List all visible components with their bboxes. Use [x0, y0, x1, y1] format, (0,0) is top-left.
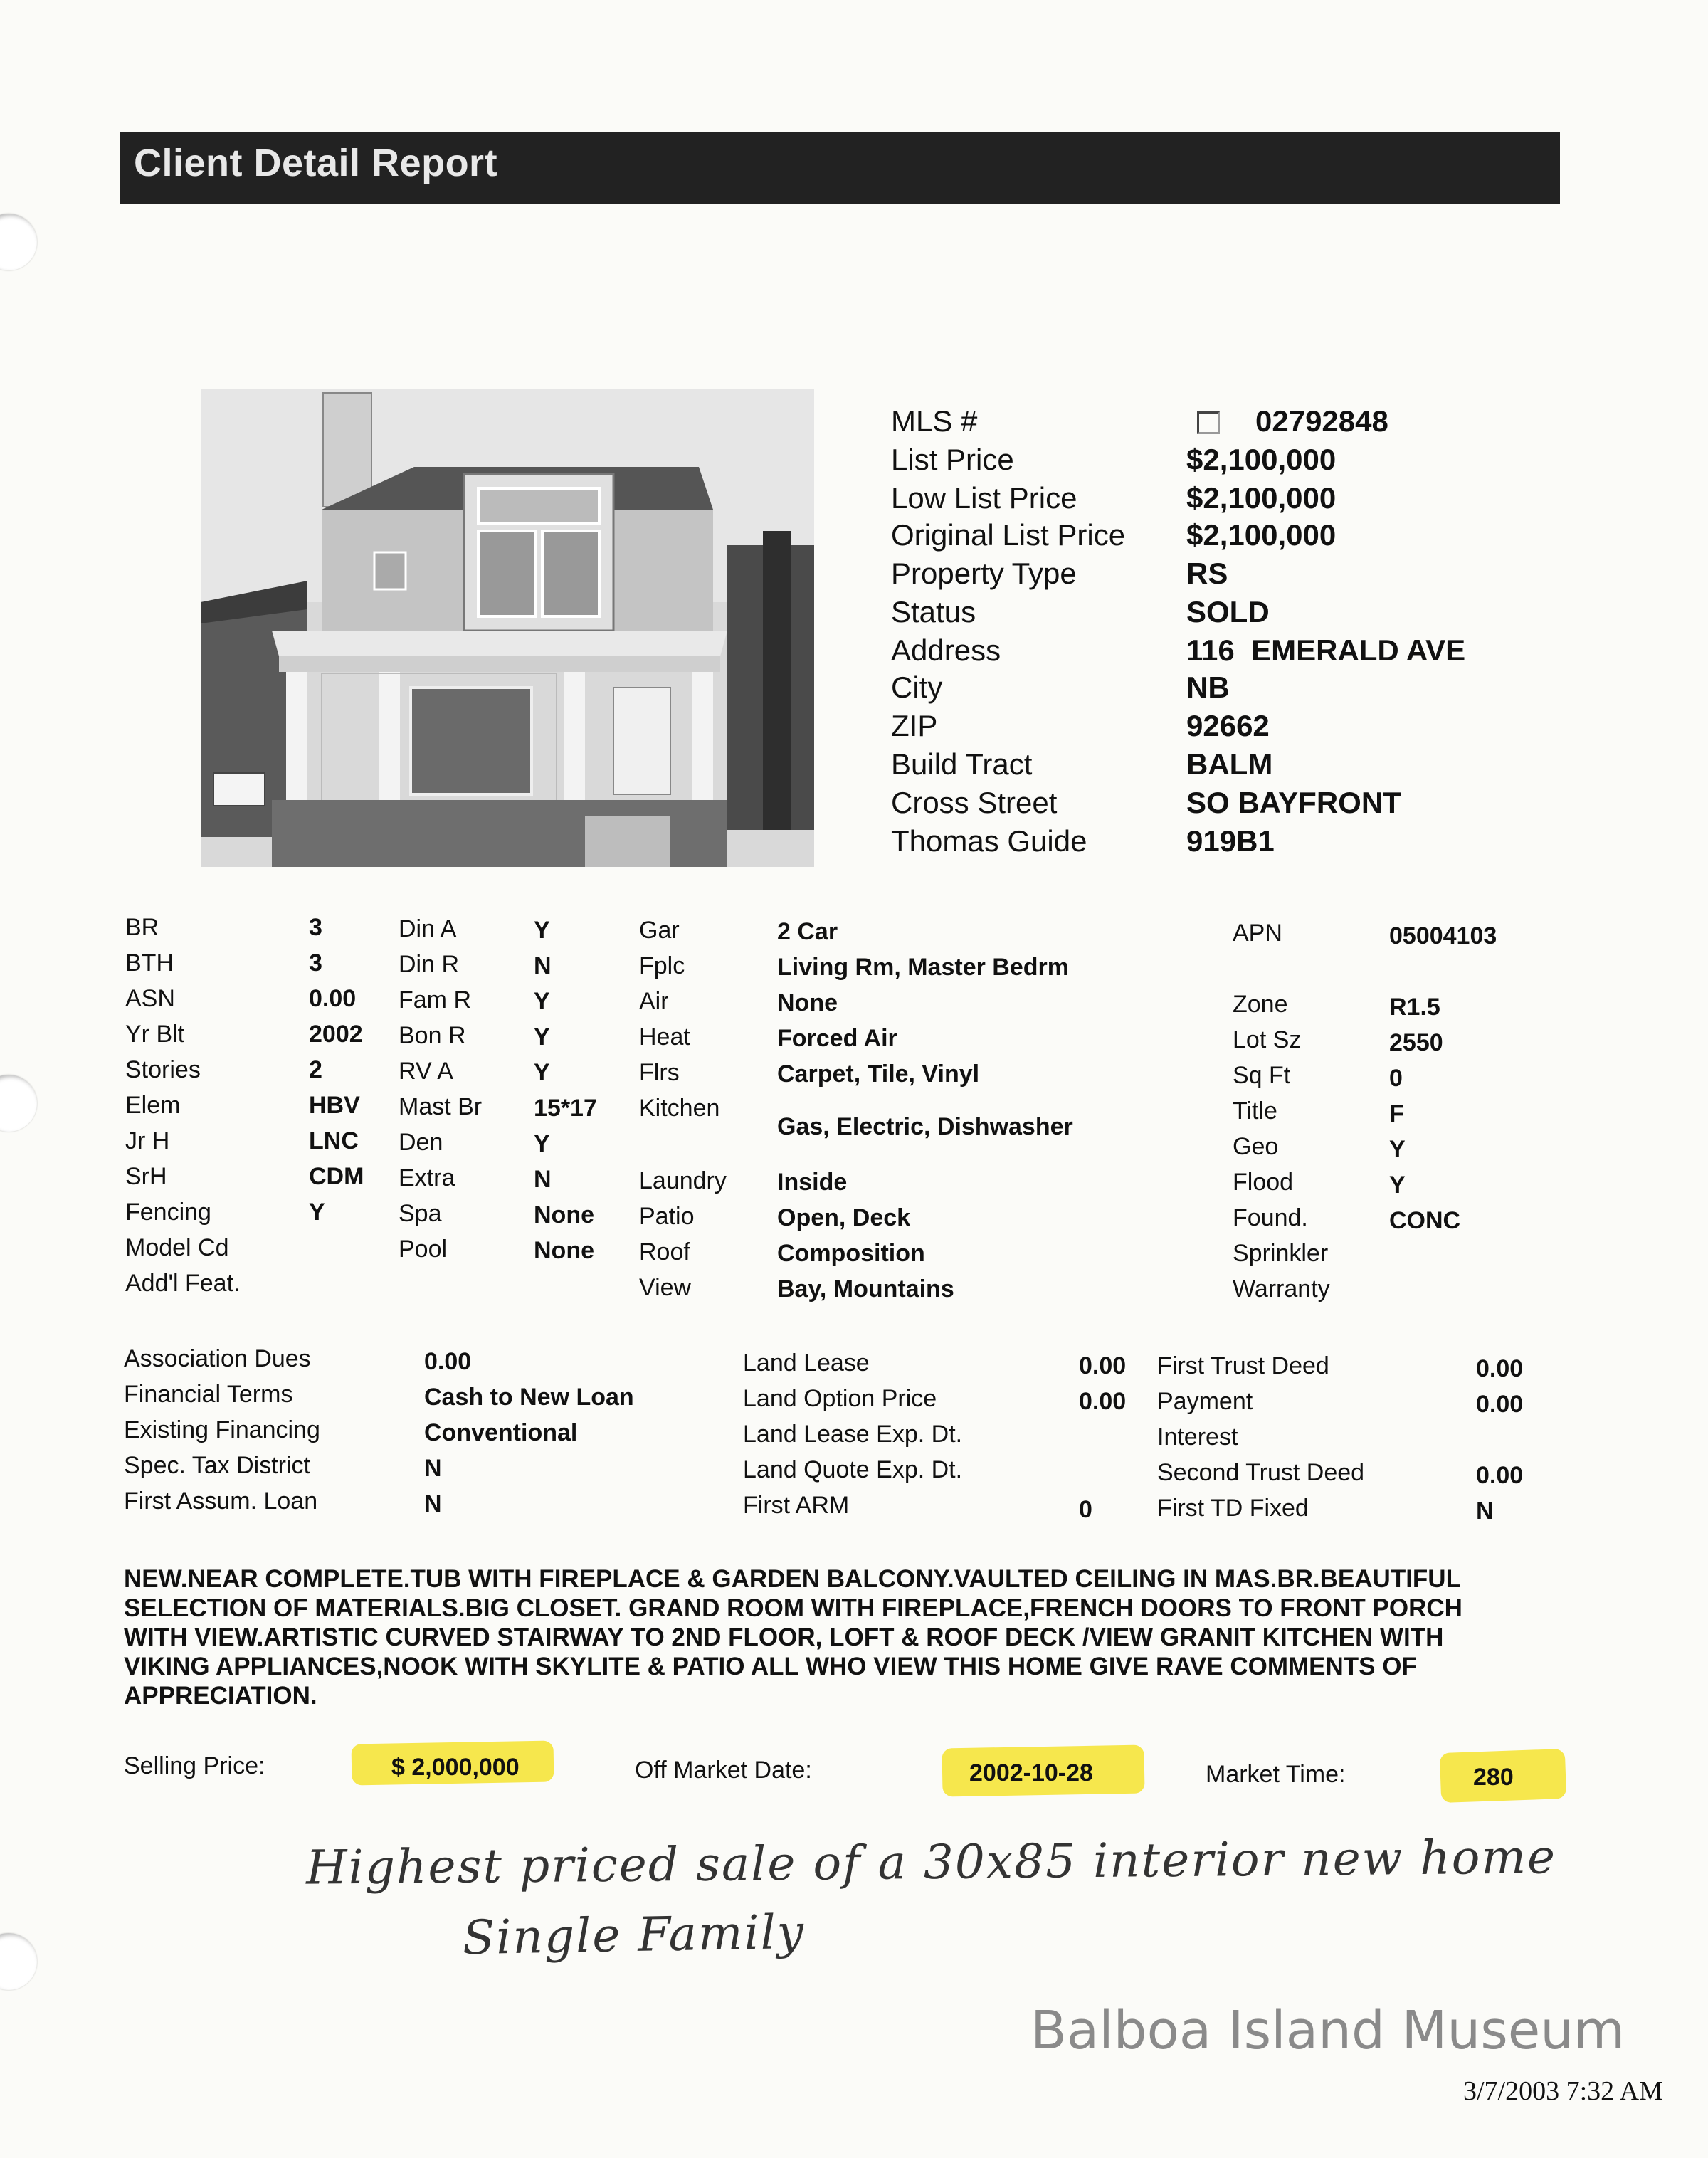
feature-value: Gas, Electric, Dishwasher	[777, 1113, 1073, 1140]
feature-value: 2002	[309, 1021, 363, 1048]
punch-hole-middle	[0, 1075, 37, 1132]
feature-label: Yr Blt	[125, 1021, 185, 1048]
feature-label: Din R	[399, 951, 460, 978]
feature-label: Heat	[639, 1023, 690, 1051]
listing-label: Original List Price	[891, 518, 1126, 552]
feature-value: Open, Deck	[777, 1204, 911, 1231]
finance-label: Existing Financing	[124, 1416, 320, 1443]
feature-label: Zone	[1233, 991, 1288, 1018]
punch-hole-top	[0, 214, 37, 270]
market-time-value: 280	[1473, 1764, 1514, 1791]
listing-value: SOLD	[1186, 595, 1270, 628]
feature-value: None	[534, 1201, 594, 1228]
feature-value: 3	[309, 914, 322, 941]
listing-label: Status	[891, 595, 976, 628]
finance-value: N	[424, 1490, 442, 1517]
feature-label: Sq Ft	[1233, 1062, 1291, 1089]
feature-label: Kitchen	[639, 1095, 720, 1122]
feature-value: Y	[534, 988, 550, 1015]
feature-label: Den	[399, 1129, 443, 1156]
remarks-line: VIKING APPLIANCES,NOOK WITH SKYLITE & PATIO ALL WHO VIEW THIS HOME GIVE RAVE COMMENTS OF	[124, 1653, 1417, 1680]
finance-label: Association Dues	[124, 1345, 311, 1372]
feature-value: LNC	[309, 1127, 359, 1154]
listing-label: ZIP	[891, 709, 938, 742]
museum-watermark: Balboa Island Museum	[1030, 2000, 1625, 2061]
handwritten-note-line-2: Single Family	[462, 1904, 806, 1966]
listing-label: List Price	[891, 443, 1014, 476]
feature-label: Laundry	[639, 1167, 727, 1194]
feature-value: None	[777, 989, 838, 1016]
selling-price-label: Selling Price:	[124, 1752, 265, 1779]
feature-value: Living Rm, Master Bedrm	[777, 954, 1069, 981]
listing-label: Build Tract	[891, 747, 1033, 781]
feature-label: Title	[1233, 1098, 1277, 1125]
print-timestamp: 3/7/2003 7:32 AM	[1463, 2076, 1663, 2106]
finance-label: Land Lease Exp. Dt.	[743, 1421, 963, 1448]
feature-value: Y	[1389, 1136, 1406, 1163]
listing-value: 02792848	[1255, 404, 1388, 438]
feature-value: Y	[309, 1199, 325, 1226]
feature-label: Jr H	[125, 1127, 170, 1154]
remarks-line: SELECTION OF MATERIALS.BIG CLOSET. GRAND ROOM WITH FIREPLACE,FRENCH DOORS TO FRONT PORCH	[124, 1594, 1462, 1622]
finance-label: Land Option Price	[743, 1385, 937, 1412]
feature-value: Y	[534, 1130, 550, 1157]
feature-label: Spa	[399, 1200, 442, 1227]
feature-value: 2 Car	[777, 918, 838, 945]
feature-label: Flrs	[639, 1059, 680, 1086]
feature-label: Found.	[1233, 1204, 1308, 1231]
feature-value: F	[1389, 1100, 1404, 1127]
finance-value: Cash to New Loan	[424, 1384, 634, 1411]
feature-label: Pool	[399, 1236, 448, 1263]
finance-value: 0	[1079, 1496, 1092, 1523]
feature-label: Din A	[399, 915, 457, 942]
feature-value: Forced Air	[777, 1025, 897, 1052]
feature-label: Lot Sz	[1233, 1026, 1302, 1053]
feature-value: CDM	[309, 1163, 364, 1190]
feature-value: Y	[1389, 1172, 1406, 1199]
feature-label: Air	[639, 988, 669, 1015]
listing-value: RS	[1186, 557, 1228, 590]
finance-value: 0.00	[1476, 1462, 1524, 1489]
listing-label: Property Type	[891, 557, 1077, 590]
off-market-value: 2002-10-28	[969, 1759, 1093, 1786]
feature-label: Roof	[639, 1238, 690, 1265]
feature-value: HBV	[309, 1092, 360, 1119]
feature-label: Model Cd	[125, 1234, 229, 1261]
punch-hole-bottom	[0, 1933, 37, 1990]
finance-label: First ARM	[743, 1492, 850, 1519]
feature-label: Warranty	[1233, 1275, 1330, 1302]
finance-label: Second Trust Deed	[1157, 1459, 1365, 1486]
listing-label: City	[891, 670, 943, 704]
remarks-line: APPRECIATION.	[124, 1682, 317, 1710]
feature-value: Inside	[777, 1169, 848, 1196]
remarks-line: WITH VIEW.ARTISTIC CURVED STAIRWAY TO 2ND FLOOR, LOFT & ROOF DECK /VIEW GRANIT KITCHEN WITH	[124, 1623, 1444, 1651]
feature-label: Sprinkler	[1233, 1240, 1329, 1267]
property-photo	[201, 389, 814, 867]
feature-label: APN	[1233, 920, 1282, 947]
feature-label: Fam R	[399, 986, 471, 1014]
finance-label: First TD Fixed	[1157, 1495, 1309, 1522]
feature-value: R1.5	[1389, 994, 1440, 1021]
feature-label: Gar	[639, 917, 680, 944]
feature-label: SrH	[125, 1163, 167, 1190]
finance-value: 0.00	[1476, 1391, 1524, 1418]
feature-label: Elem	[125, 1092, 181, 1119]
finance-label: Land Quote Exp. Dt.	[743, 1456, 963, 1483]
report-header-bar	[120, 132, 1560, 204]
listing-label: Cross Street	[891, 786, 1058, 819]
listing-value: 92662	[1186, 709, 1270, 742]
feature-value: N	[534, 952, 552, 979]
feature-label: Extra	[399, 1164, 455, 1191]
finance-label: Financial Terms	[124, 1381, 293, 1408]
listing-label: Low List Price	[891, 481, 1077, 515]
listing-value: $2,100,000	[1186, 518, 1337, 552]
feature-label: Patio	[639, 1203, 695, 1230]
feature-value: Composition	[777, 1240, 925, 1267]
feature-label: Add'l Feat.	[125, 1270, 241, 1297]
feature-label: RV A	[399, 1058, 453, 1085]
feature-value: CONC	[1389, 1207, 1461, 1234]
report-title: Client Detail Report	[134, 142, 498, 184]
feature-value: 15*17	[534, 1095, 597, 1122]
listing-value: BALM	[1186, 747, 1273, 781]
feature-value: Bay, Mountains	[777, 1275, 954, 1302]
finance-value: N	[1476, 1498, 1494, 1525]
feature-label: Bon R	[399, 1022, 466, 1049]
feature-label: Mast Br	[399, 1093, 483, 1120]
listing-value: SO BAYFRONT	[1186, 786, 1401, 819]
feature-label: Geo	[1233, 1133, 1279, 1160]
selling-price-value: $ 2,000,000	[391, 1754, 520, 1781]
feature-label: BR	[125, 914, 159, 941]
feature-value: 2550	[1389, 1029, 1443, 1056]
feature-label: Flood	[1233, 1169, 1294, 1196]
off-market-label: Off Market Date:	[635, 1757, 812, 1784]
listing-label: Address	[891, 633, 1001, 667]
finance-value: 0.00	[424, 1348, 472, 1375]
listing-label: MLS #	[891, 404, 978, 438]
listing-value: $2,100,000	[1186, 443, 1337, 476]
finance-label: First Assum. Loan	[124, 1488, 318, 1515]
feature-label: BTH	[125, 949, 174, 977]
feature-value: 2	[309, 1056, 322, 1083]
finance-value: 0.00	[1476, 1355, 1524, 1382]
feature-value: Y	[534, 1059, 550, 1086]
finance-label: Land Lease	[743, 1349, 870, 1377]
finance-label: Payment	[1157, 1388, 1253, 1415]
feature-value: Carpet, Tile, Vinyl	[777, 1060, 980, 1088]
feature-value: 3	[309, 949, 322, 977]
finance-value: Conventional	[424, 1419, 578, 1446]
listing-value: $2,100,000	[1186, 481, 1337, 515]
feature-value: 0.00	[309, 985, 357, 1012]
feature-label: Fplc	[639, 952, 685, 979]
feature-value: Y	[534, 917, 550, 944]
listing-value: 116 EMERALD AVE	[1186, 633, 1466, 667]
remarks-line: NEW.NEAR COMPLETE.TUB WITH FIREPLACE & GARDEN BALCONY.VAULTED CEILING IN MAS.BR.BEAUTIFUL	[124, 1565, 1461, 1593]
finance-value: 0.00	[1079, 1352, 1127, 1379]
market-time-label: Market Time:	[1206, 1761, 1346, 1788]
feature-label: Stories	[125, 1056, 201, 1083]
finance-label: First Trust Deed	[1157, 1352, 1329, 1379]
listing-label: Thomas Guide	[891, 824, 1087, 858]
handwritten-note-line-1: Highest priced sale of a 30x85 interior new home	[305, 1829, 1557, 1895]
feature-value: N	[534, 1166, 552, 1193]
mls-checkbox[interactable]	[1197, 411, 1220, 434]
feature-value: None	[534, 1237, 594, 1264]
feature-value: Y	[534, 1023, 550, 1051]
listing-value: NB	[1186, 670, 1230, 704]
finance-value: N	[424, 1455, 442, 1482]
feature-value: 0	[1389, 1065, 1403, 1092]
finance-label: Interest	[1157, 1423, 1238, 1451]
feature-label: Fencing	[125, 1199, 211, 1226]
feature-value: 05004103	[1389, 922, 1497, 949]
finance-label: Spec. Tax District	[124, 1452, 311, 1479]
feature-label: View	[639, 1274, 692, 1301]
feature-label: ASN	[125, 985, 175, 1012]
listing-value: 919B1	[1186, 824, 1275, 858]
finance-value: 0.00	[1079, 1388, 1127, 1415]
remarks-block	[124, 1564, 1504, 1710]
